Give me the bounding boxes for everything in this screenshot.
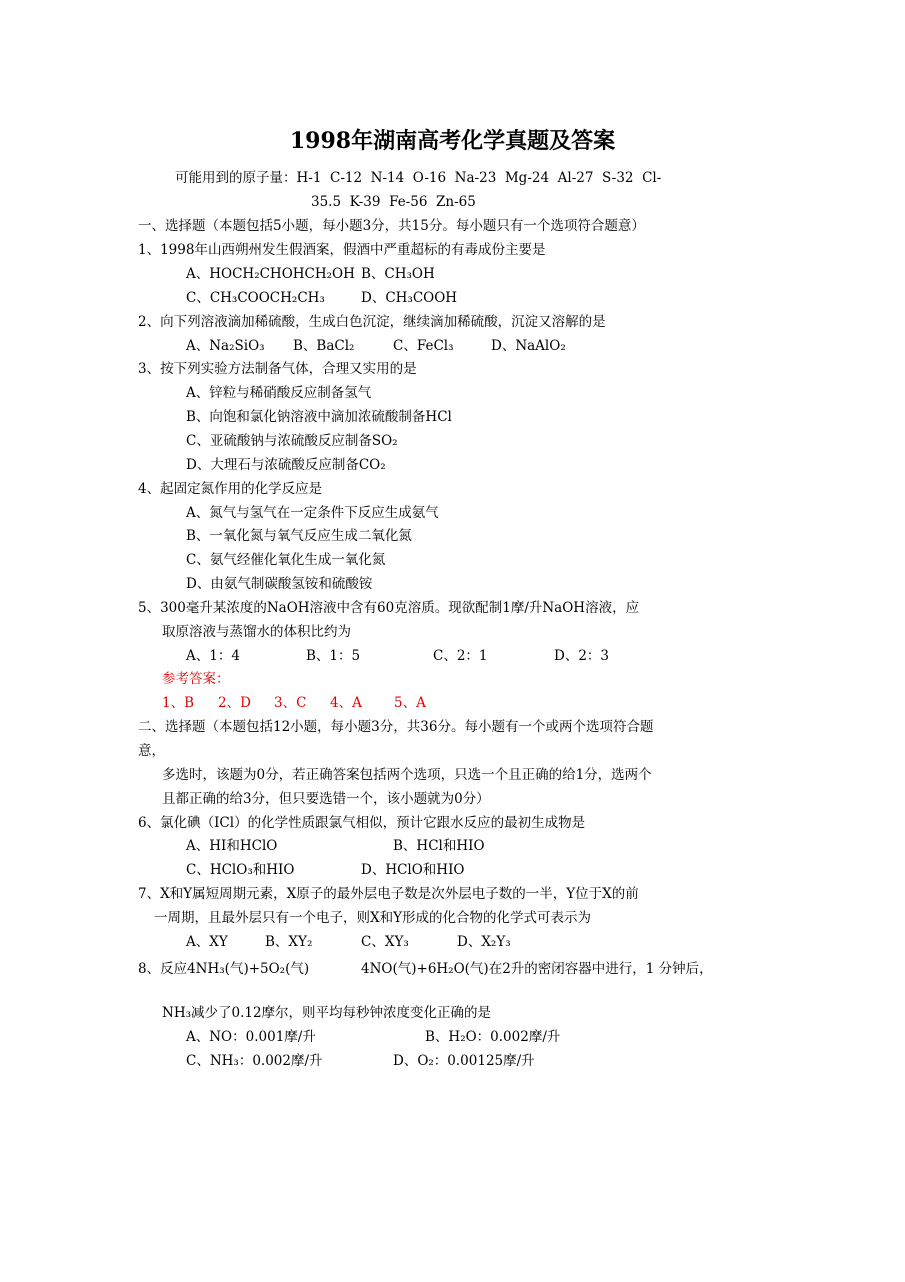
section2-note-line2: 且都正确的给3分，但只要选错一个，该小题就为0分） (162, 791, 490, 807)
q3-option-a: A、锌粒与稀硝酸反应制备氢气 (186, 385, 372, 401)
q1-stem: 1、1998年山西朔州发生假酒案，假酒中严重超标的有毒成份主要是 (138, 242, 546, 258)
q5-stem-line2: 取原溶液与蒸馏水的体积比约为 (162, 624, 351, 640)
q4-option-b: B、一氧化氮与氧气反应生成二氧化氮 (186, 528, 412, 544)
q8-stem-line2: NH₃减少了0.12摩尔，则平均每秒钟浓度变化正确的是 (162, 1005, 492, 1021)
q8-option-a: A、NO：0.001摩/升 (186, 1029, 316, 1045)
q5-option-b: B、1：5 (306, 648, 361, 664)
q7-option-c: C、XY₃ (361, 934, 409, 950)
q7-stem-line2: 一周期，且最外层只有一个电子，则X和Y形成的化合物的化学式可表示为 (154, 910, 592, 926)
section2-note-line1: 多选时，该题为0分，若正确答案包括两个选项，只选一个且正确的给1分，选两个 (162, 767, 652, 783)
q4-option-a: A、氮气与氢气在一定条件下反应生成氨气 (186, 505, 439, 521)
answer-label: 参考答案： (162, 671, 230, 687)
q4-option-c: C、氨气经催化氧化生成一氧化氮 (186, 552, 386, 568)
q1-option-a: A、HOCH₂CHOHCH₂OH (186, 266, 355, 282)
q2-option-a: A、Na₂SiO₃ (186, 338, 265, 354)
q6-option-c: C、HClO₃和HIO (186, 862, 295, 878)
section2-heading-line1: 二、选择题（本题包括12小题，每小题3分，共36分。每小题有一个或两个选项符合题 (138, 719, 654, 735)
q8-stem-line1b: 4NO(气)+6H₂O(气)在2升的密闭容器中进行，1 分钟后， (361, 961, 713, 977)
q5-option-d: D、2：3 (554, 648, 610, 664)
q1-option-c: C、CH₃COOCH₂CH₃ (186, 290, 325, 306)
q7-stem-line1: 7、X和Y属短周期元素，X原子的最外层电子数是次外层电子数的一半，Y位于X的前 (138, 886, 639, 902)
q3-option-b: B、向饱和氯化钠溶液中滴加浓硫酸制备HCl (186, 409, 452, 425)
q1-option-b: B、CH₃OH (361, 266, 435, 282)
q2-option-d: D、NaAlO₂ (491, 338, 566, 354)
q5-option-a: A、1：4 (186, 648, 240, 664)
q8-option-c: C、NH₃：0.002摩/升 (186, 1053, 323, 1069)
q6-stem: 6、氯化碘（ICl）的化学性质跟氯气相似，预计它跟水反应的最初生成物是 (138, 815, 586, 831)
answer-5: 5、A (394, 695, 426, 711)
atomic-masses-line2: 35.5 K-39 Fe-56 Zn-65 (311, 194, 476, 210)
q7-option-a: A、XY (186, 934, 228, 950)
q7-option-d: D、X₂Y₃ (457, 934, 511, 950)
page-title: 1998年湖南高考化学真题及答案 (289, 128, 616, 154)
answer-4: 4、A (330, 695, 362, 711)
q4-option-d: D、由氨气制碳酸氢铵和硫酸铵 (186, 576, 373, 592)
q8-option-d: D、O₂：0.00125摩/升 (393, 1053, 535, 1069)
q5-stem-line1: 5、300毫升某浓度的NaOH溶液中含有60克溶质。现欲配制1摩/升NaOH溶液，应 (138, 600, 640, 616)
answer-3: 3、C (274, 695, 307, 711)
q1-option-d: D、CH₃COOH (361, 290, 458, 306)
q6-option-a: A、HI和HClO (186, 838, 278, 854)
q6-option-b: B、HCl和HIO (393, 838, 485, 854)
section1-heading: 一、选择题（本题包括5小题，每小题3分，共15分。每小题只有一个选项符合题意） (138, 218, 645, 234)
q7-option-b: B、XY₂ (265, 934, 313, 950)
q3-option-d: D、大理石与浓硫酸反应制备CO₂ (186, 457, 386, 473)
answer-1: 1、B (162, 695, 195, 711)
q5-option-c: C、2：1 (433, 648, 488, 664)
q2-stem: 2、向下列溶液滴加稀硫酸，生成白色沉淀，继续滴加稀硫酸，沉淀又溶解的是 (138, 314, 606, 330)
section2-heading-line2: 意， (138, 743, 165, 759)
q3-stem: 3、按下列实验方法制备气体，合理又实用的是 (138, 361, 417, 377)
answer-2: 2、D (218, 695, 251, 711)
atomic-masses-line1: 可能用到的原子量：H-1 C-12 N-14 O-16 Na-23 Mg-24 Al-27 S-32 Cl- (175, 170, 662, 186)
q6-option-d: D、HClO和HIO (361, 862, 465, 878)
q8-stem-line1a: 8、反应4NH₃(气)+5O₂(气) (138, 961, 310, 977)
q4-stem: 4、起固定氮作用的化学反应是 (138, 481, 323, 497)
q8-option-b: B、H₂O：0.002摩/升 (425, 1029, 561, 1045)
q2-option-b: B、BaCl₂ (293, 338, 355, 354)
q2-option-c: C、FeCl₃ (393, 338, 454, 354)
q3-option-c: C、亚硫酸钠与浓硫酸反应制备SO₂ (186, 433, 398, 449)
